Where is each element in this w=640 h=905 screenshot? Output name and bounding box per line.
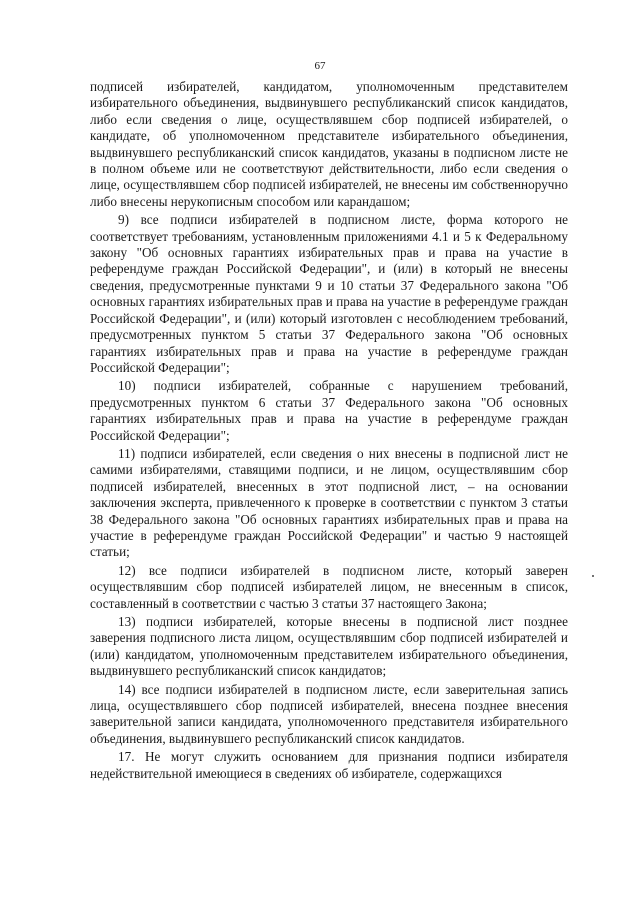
paragraph-item-9: 9) все подписи избирателей в подписном листе, форма которого не соответствует требованиям, установленным приложениями 4.1 и 5 к Федеральному закону "Об основных гарантиях избирательных прав и права на участие в референдуме граждан Российской Федерации", и (или) в который не внесены сведения, предусмотренные пунктами 9 и 10 статьи 37 Федерального закона "Об основных гарантиях избирательных прав и права на участие в референдуме граждан Российской Федерации", и (или) который изготовлен с несоблюдением требований, предусмотренных пунктом 5 статьи 37 Федерального закона "Об основных гарантиях избирательных прав и права на участие в референдуме граждан Российской Федерации";: [90, 212, 568, 375]
paragraph-continuation: подписей избирателей, кандидатом, уполномоченным представителем избирательного объединения, выдвинувшего республиканский список кандидатов, либо если сведения о лице, осуществлявшем сбор подписей избирателей, о кандидате, об уполномоченном представителе избирательного объединения, выдвинувшего республиканский список кандидатов, указаны в подписном листе не в полном объеме или не соответствуют действительности, либо если сведения о лице, осуществлявшем сбор подписей избирателей, не внесены им собственноручно либо внесены нерукописным способом или карандашом;: [90, 79, 568, 209]
paragraph-item-10: 10) подписи избирателей, собранные с нарушением требований, предусмотренных пунктом 6 статьи 37 Федерального закона "Об основных гарантиях избирательных прав и права на участие в референдуме граждан Российской Федерации";: [90, 378, 568, 443]
paragraph-section-17: 17. Не могут служить основанием для признания подписи избирателя недействительной имеющиеся в сведениях об избирателе, содержащихся: [90, 749, 568, 781]
paragraph-item-14: 14) все подписи избирателей в подписном листе, если заверительная запись лица, осуществлявшего сбор подписей избирателей, внесена позднее внесения заверительной записи кандидата, уполномоченного представителя избирательного объединения, выдвинувшего республиканский список кандидатов.: [90, 681, 568, 746]
page-number: 67: [314, 60, 326, 72]
paragraph-item-13: 13) подписи избирателей, которые внесены в подписной лист позднее заверения подписного листа лицом, осуществлявшим сбор подписей избирателей и (или) кандидатом, уполномоченным представителем избирательного объединения, выдвинувшего республиканский список кандидатов;: [90, 614, 568, 679]
document-body: [90, 79, 568, 782]
paragraph-item-12: 12) все подписи избирателей в подписном листе, который заверен осуществлявшим сбор подписей избирателей лицом, не внесенным в список, составленный в соответствии с частью 3 статьи 37 настоящего Закона;: [90, 562, 568, 611]
paragraph-item-11: 11) подписи избирателей, если сведения о них внесены в подписной лист не самими избирателями, ставящими подписи, и не лицом, осуществлявшим сбор подписей избирателей, внесенных в этот подписной лист, – на основании заключения эксперта, привлеченного к проверке в соответствии с пунктом 3 статьи 38 Федерального закона "Об основных гарантиях избирательных прав и права на участие в референдуме граждан Российской Федерации" и частью 9 настоящей статьи;: [90, 445, 568, 560]
scan-speck: [592, 575, 594, 577]
